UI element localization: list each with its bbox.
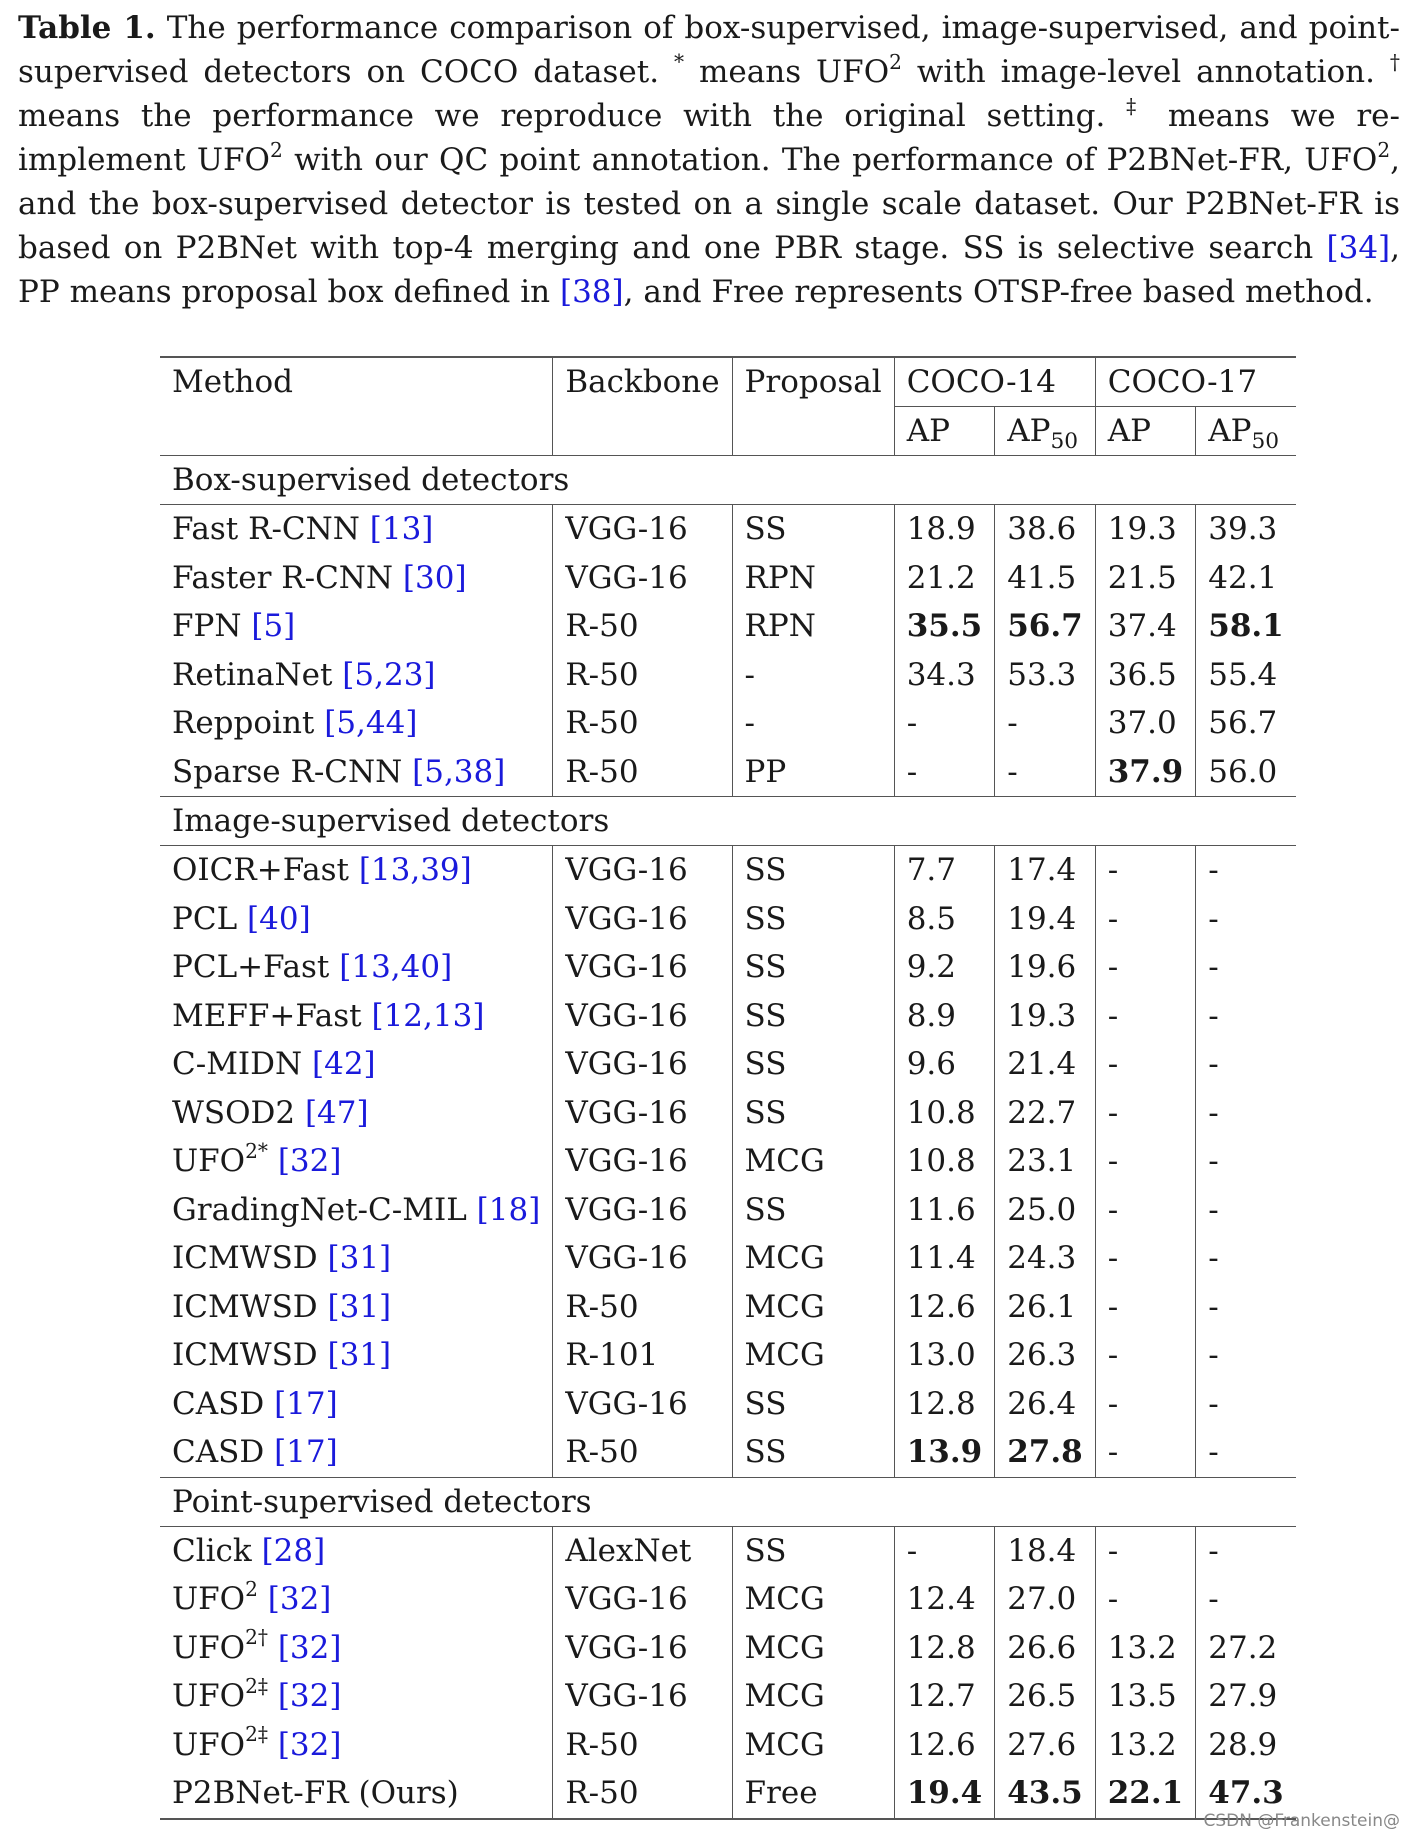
citation-link[interactable]: [13] [369,511,434,548]
proposal-cell: PP [732,748,894,797]
coco14-ap-cell: 12.8 [894,1624,995,1673]
coco17-ap50-cell: - [1196,1428,1296,1477]
coco14-ap50-cell: 27.8 [995,1428,1096,1477]
method-cell [160,602,553,651]
proposal-cell: SS [732,1526,894,1575]
coco17-ap-cell: - [1095,1428,1196,1477]
coco17-ap50-cell: 58.1 [1196,602,1296,651]
backbone-cell: R-50 [553,748,732,797]
method-cell [160,943,553,992]
coco14-ap-cell: - [894,699,995,748]
header-coco17: COCO-17 [1095,357,1296,407]
method-name: UFO [172,1143,246,1180]
coco17-ap50-cell: - [1196,992,1296,1041]
method-name: Reppoint [172,705,325,742]
coco14-ap50-cell: - [995,748,1096,797]
method-name: FPN [172,608,252,645]
proposal-cell: Free [732,1769,894,1819]
coco14-ap50-cell: 19.3 [995,992,1096,1041]
method-cell [160,846,553,895]
header-ap: AP [894,407,995,456]
caption-text: means UFO [684,54,890,90]
method-cell [160,1624,553,1673]
citation-link[interactable]: [31] [327,1288,392,1325]
caption-text: with image-level annotation. [901,54,1390,90]
coco17-ap50-cell: - [1196,895,1296,944]
coco14-ap-cell: 11.6 [894,1186,995,1235]
table-row [160,992,1296,1041]
coco14-ap50-cell: 18.4 [995,1526,1096,1575]
backbone-cell: R-101 [553,1331,732,1380]
coco14-ap50-cell: 26.1 [995,1283,1096,1332]
proposal-cell: SS [732,846,894,895]
coco17-ap50-cell: - [1196,1040,1296,1089]
table-row [160,554,1296,603]
method-cell [160,1234,553,1283]
method-cell [160,699,553,748]
proposal-cell: - [732,699,894,748]
coco17-ap-cell: - [1095,943,1196,992]
coco14-ap50-cell: 53.3 [995,651,1096,700]
section-title: Image-supervised detectors [160,797,1296,846]
citation-link[interactable]: [32] [277,1629,342,1666]
method-name: PCL+Fast [172,949,340,986]
table-row [160,1234,1296,1283]
coco17-ap-cell: - [1095,992,1196,1041]
coco14-ap-cell: 12.8 [894,1380,995,1429]
method-superscript: 2‡ [245,1722,268,1747]
coco17-ap50-cell: - [1196,846,1296,895]
table-body [160,456,1296,1819]
method-cell [160,1331,553,1380]
coco17-ap50-cell: 42.1 [1196,554,1296,603]
coco14-ap50-cell: - [995,699,1096,748]
table-row [160,1186,1296,1235]
coco17-ap50-cell: - [1196,1575,1296,1624]
method-name: UFO [172,1726,246,1763]
citation-link[interactable]: [32] [277,1143,342,1180]
coco17-ap-cell: - [1095,1575,1196,1624]
header-ap: AP [1095,407,1196,456]
coco14-ap-cell: 13.9 [894,1428,995,1477]
coco17-ap-cell: - [1095,1283,1196,1332]
citation-link[interactable]: [17] [274,1434,338,1471]
coco17-ap-cell: 37.0 [1095,699,1196,748]
coco14-ap-cell: 8.5 [894,895,995,944]
method-name: ICMWSD [172,1337,328,1374]
method-cell [160,1526,553,1575]
table-row [160,1575,1296,1624]
coco14-ap-cell: - [894,1526,995,1575]
method-superscript: 2† [245,1625,268,1650]
coco14-ap-cell: 9.6 [894,1040,995,1089]
coco14-ap50-cell: 19.6 [995,943,1096,992]
coco17-ap-cell: 22.1 [1095,1769,1196,1819]
coco17-ap-cell: - [1095,1234,1196,1283]
method-cell [160,748,553,797]
proposal-cell: MCG [732,1672,894,1721]
citation-link[interactable]: [30] [402,559,467,596]
method-name: UFO [172,1629,246,1666]
coco14-ap50-cell: 25.0 [995,1186,1096,1235]
coco14-ap50-cell: 17.4 [995,846,1096,895]
method-superscript: 2 [245,1576,258,1601]
proposal-cell: RPN [732,602,894,651]
coco14-ap-cell: 7.7 [894,846,995,895]
backbone-cell: VGG-16 [553,1624,732,1673]
caption-sup: 2 [889,49,902,74]
backbone-cell: VGG-16 [553,1137,732,1186]
method-cell [160,1283,553,1332]
method-cell [160,1380,553,1429]
method-cell [160,1575,553,1624]
coco17-ap50-cell: - [1196,1137,1296,1186]
method-name: P2BNet-FR (Ours) [172,1775,459,1812]
method-cell [160,554,553,603]
method-cell [160,1721,553,1770]
method-name: WSOD2 [172,1094,305,1131]
coco14-ap-cell: 8.9 [894,992,995,1041]
coco17-ap-cell: - [1095,1089,1196,1138]
citation-link[interactable]: [5] [251,608,296,645]
method-name: Fast R-CNN [172,511,370,548]
method-cell [160,1769,553,1819]
coco17-ap50-cell: - [1196,1331,1296,1380]
citation-link[interactable]: [47] [304,1094,369,1131]
table-row [160,651,1296,700]
coco14-ap50-cell: 23.1 [995,1137,1096,1186]
citation-link[interactable]: [12,13] [371,997,485,1034]
backbone-cell: VGG-16 [553,1040,732,1089]
header-method: Method [160,357,553,456]
method-name: GradingNet-C-MIL [172,1191,477,1228]
method-name: ICMWSD [172,1288,328,1325]
caption-sup: 2 [269,137,283,162]
backbone-cell: VGG-16 [553,1672,732,1721]
table-row [160,1769,1296,1819]
citation-link[interactable]: [32] [277,1678,342,1715]
coco14-ap50-cell: 27.0 [995,1575,1096,1624]
method-cell [160,505,553,554]
backbone-cell: VGG-16 [553,895,732,944]
coco17-ap50-cell: - [1196,943,1296,992]
caption-text: means we re-implement UFO [18,98,1400,178]
coco17-ap-cell: - [1095,1526,1196,1575]
method-name: UFO [172,1581,246,1618]
watermark: CSDN @Frankenstein@ [1203,1811,1400,1831]
backbone-cell: R-50 [553,1769,732,1819]
table-row [160,1331,1296,1380]
proposal-cell: SS [732,1428,894,1477]
method-name: PCL [172,900,248,937]
backbone-cell: VGG-16 [553,992,732,1041]
proposal-cell: MCG [732,1283,894,1332]
method-cell [160,1089,553,1138]
table-row [160,505,1296,554]
coco17-ap50-cell: - [1196,1234,1296,1283]
citation-link[interactable]: [28] [261,1532,326,1569]
coco17-ap-cell: - [1095,1380,1196,1429]
table-row [160,1283,1296,1332]
coco17-ap50-cell: 56.0 [1196,748,1296,797]
citation-link[interactable]: [42] [312,1046,376,1083]
coco17-ap-cell: - [1095,1186,1196,1235]
method-name: C-MIDN [172,1046,313,1083]
coco17-ap-cell: - [1095,895,1196,944]
section-header-row [160,1477,1296,1526]
table-row [160,699,1296,748]
proposal-cell: MCG [732,1137,894,1186]
coco17-ap-cell: - [1095,1137,1196,1186]
coco17-ap-cell: - [1095,1040,1196,1089]
method-cell [160,895,553,944]
caption-label: Table 1. [18,10,156,46]
coco14-ap50-cell: 26.4 [995,1380,1096,1429]
method-name: MEFF+Fast [172,997,372,1034]
table-caption [18,6,1400,314]
coco17-ap50-cell: - [1196,1526,1296,1575]
citation-link[interactable]: [32] [267,1581,332,1618]
caption-star: * [674,49,685,74]
section-title: Box-supervised detectors [160,456,1296,505]
proposal-cell: SS [732,505,894,554]
citation-link[interactable]: [31] [327,1337,392,1374]
backbone-cell: VGG-16 [553,1380,732,1429]
coco17-ap-cell: 37.9 [1095,748,1196,797]
coco14-ap50-cell: 56.7 [995,602,1096,651]
coco17-ap50-cell: - [1196,1283,1296,1332]
coco14-ap-cell: 9.2 [894,943,995,992]
table-row [160,602,1296,651]
table-row [160,1380,1296,1429]
method-name: OICR+Fast [172,852,359,889]
coco14-ap-cell: 11.4 [894,1234,995,1283]
header-backbone: Backbone [553,357,732,456]
header-row [160,357,1296,407]
proposal-cell: MCG [732,1234,894,1283]
backbone-cell: VGG-16 [553,1575,732,1624]
coco14-ap50-cell: 38.6 [995,505,1096,554]
proposal-cell: MCG [732,1575,894,1624]
coco14-ap50-cell: 24.3 [995,1234,1096,1283]
method-superscript: 2‡ [245,1673,268,1698]
backbone-cell: VGG-16 [553,1089,732,1138]
method-name: Click [172,1532,262,1569]
coco17-ap50-cell: - [1196,1186,1296,1235]
coco17-ap-cell: 37.4 [1095,602,1196,651]
caption-text: means the performance we reproduce with the original setting. [18,98,1127,134]
coco17-ap50-cell: 39.3 [1196,505,1296,554]
method-cell [160,651,553,700]
coco17-ap50-cell: 28.9 [1196,1721,1296,1770]
proposal-cell: MCG [732,1624,894,1673]
coco14-ap-cell: 18.9 [894,505,995,554]
results-table [160,356,1296,1820]
method-cell [160,1137,553,1186]
citation-link[interactable]: [40] [247,900,311,937]
proposal-cell: MCG [732,1721,894,1770]
citation-link[interactable]: [5,44] [324,705,418,742]
backbone-cell: R-50 [553,1721,732,1770]
coco17-ap50-cell: 56.7 [1196,699,1296,748]
table-row [160,943,1296,992]
proposal-cell: MCG [732,1331,894,1380]
table-row [160,1721,1296,1770]
backbone-cell: VGG-16 [553,943,732,992]
method-name: ICMWSD [172,1240,328,1277]
citation-link[interactable]: [17] [274,1385,338,1422]
method-name: CASD [172,1385,275,1422]
coco17-ap-cell: 13.2 [1095,1721,1196,1770]
coco14-ap50-cell: 27.6 [995,1721,1096,1770]
coco14-ap50-cell: 26.3 [995,1331,1096,1380]
method-cell [160,992,553,1041]
caption-text: , PP means proposal box defined in [18,230,1400,310]
header-ap50: $AP_{50}$ [1196,407,1296,456]
table-row [160,1089,1296,1138]
table-row [160,1526,1296,1575]
proposal-cell: SS [732,1040,894,1089]
caption-text: The performance comparison of box-supervised, image-supervised, and point-supervised detectors on COCO dataset. [18,10,1400,90]
caption-sup: 2 [1377,137,1391,162]
coco14-ap-cell: - [894,748,995,797]
coco17-ap50-cell: - [1196,1089,1296,1138]
section-header-row [160,797,1296,846]
table-row [160,846,1296,895]
citation-link[interactable]: [13,40] [339,949,453,986]
section-header-row [160,456,1296,505]
coco14-ap50-cell: 41.5 [995,554,1096,603]
citation-link[interactable]: [13,39] [358,852,472,889]
coco14-ap-cell: 35.5 [894,602,995,651]
coco14-ap-cell: 12.4 [894,1575,995,1624]
table-row [160,895,1296,944]
coco17-ap50-cell: - [1196,1380,1296,1429]
citation-link[interactable]: [18] [476,1191,541,1228]
proposal-cell: SS [732,992,894,1041]
coco14-ap50-cell: 43.5 [995,1769,1096,1819]
citation-link[interactable]: [38] [559,274,624,310]
proposal-cell: - [732,651,894,700]
coco14-ap-cell: 10.8 [894,1089,995,1138]
coco17-ap50-cell: 47.3 [1196,1769,1296,1819]
coco17-ap50-cell: 27.9 [1196,1672,1296,1721]
table-row [160,748,1296,797]
backbone-cell: VGG-16 [553,554,732,603]
coco17-ap-cell: - [1095,846,1196,895]
coco14-ap-cell: 10.8 [894,1137,995,1186]
coco17-ap50-cell: 27.2 [1196,1624,1296,1673]
method-superscript: 2* [245,1138,268,1163]
header-coco14: COCO-14 [894,357,1095,407]
coco17-ap-cell: 13.5 [1095,1672,1196,1721]
table-row [160,1624,1296,1673]
table-row [160,1428,1296,1477]
table-row [160,1040,1296,1089]
proposal-cell: RPN [732,554,894,603]
method-cell [160,1672,553,1721]
method-cell [160,1186,553,1235]
coco14-ap-cell: 21.2 [894,554,995,603]
method-name: Sparse R-CNN [172,753,413,790]
caption-ddagger: ‡ [1126,93,1148,118]
proposal-cell: SS [732,1089,894,1138]
coco14-ap-cell: 19.4 [894,1769,995,1819]
citation-link[interactable]: [5,38] [412,753,506,790]
coco14-ap-cell: 34.3 [894,651,995,700]
method-cell [160,1428,553,1477]
method-name: Faster R-CNN [172,559,403,596]
backbone-cell: R-50 [553,602,732,651]
proposal-cell: SS [732,895,894,944]
table-row [160,1137,1296,1186]
method-name: CASD [172,1434,275,1471]
backbone-cell: R-50 [553,1283,732,1332]
coco14-ap50-cell: 26.5 [995,1672,1096,1721]
coco17-ap50-cell: 55.4 [1196,651,1296,700]
coco17-ap-cell: 19.3 [1095,505,1196,554]
caption-text: , and the box-supervised detector is tested on a single scale dataset. Our P2BNet-FR is based on P2BNet with top-4 merging and one PBR stage. SS is selective search [18,142,1400,266]
coco17-ap-cell: 13.2 [1095,1624,1196,1673]
citation-link[interactable]: [34] [1326,230,1391,266]
coco14-ap-cell: 12.6 [894,1721,995,1770]
coco17-ap-cell: - [1095,1331,1196,1380]
proposal-cell: SS [732,1380,894,1429]
backbone-cell: R-50 [553,699,732,748]
coco14-ap50-cell: 21.4 [995,1040,1096,1089]
coco14-ap-cell: 12.6 [894,1283,995,1332]
backbone-cell: VGG-16 [553,1186,732,1235]
header-proposal: Proposal [732,357,894,456]
method-name: UFO [172,1678,246,1715]
section-title: Point-supervised detectors [160,1477,1296,1526]
coco14-ap50-cell: 26.6 [995,1624,1096,1673]
coco17-ap-cell: 36.5 [1095,651,1196,700]
coco14-ap-cell: 12.7 [894,1672,995,1721]
coco17-ap-cell: 21.5 [1095,554,1196,603]
backbone-cell: AlexNet [553,1526,732,1575]
method-name: RetinaNet [172,656,343,693]
backbone-cell: VGG-16 [553,505,732,554]
method-cell [160,1040,553,1089]
caption-text: with our QC point annotation. The performance of P2BNet-FR, UFO [282,142,1378,178]
caption-text: , and Free represents OTSP-free based method. [623,274,1374,310]
backbone-cell: R-50 [553,651,732,700]
table-row [160,1672,1296,1721]
backbone-cell: VGG-16 [553,846,732,895]
backbone-cell: R-50 [553,1428,732,1477]
coco14-ap50-cell: 22.7 [995,1089,1096,1138]
citation-link[interactable]: [32] [277,1726,342,1763]
header-ap50: $AP_{50}$ [995,407,1096,456]
caption-dagger: † [1389,49,1400,74]
citation-link[interactable]: [31] [327,1240,392,1277]
citation-link[interactable]: [5,23] [342,656,436,693]
backbone-cell: VGG-16 [553,1234,732,1283]
proposal-cell: SS [732,943,894,992]
coco14-ap-cell: 13.0 [894,1331,995,1380]
proposal-cell: SS [732,1186,894,1235]
coco14-ap50-cell: 19.4 [995,895,1096,944]
